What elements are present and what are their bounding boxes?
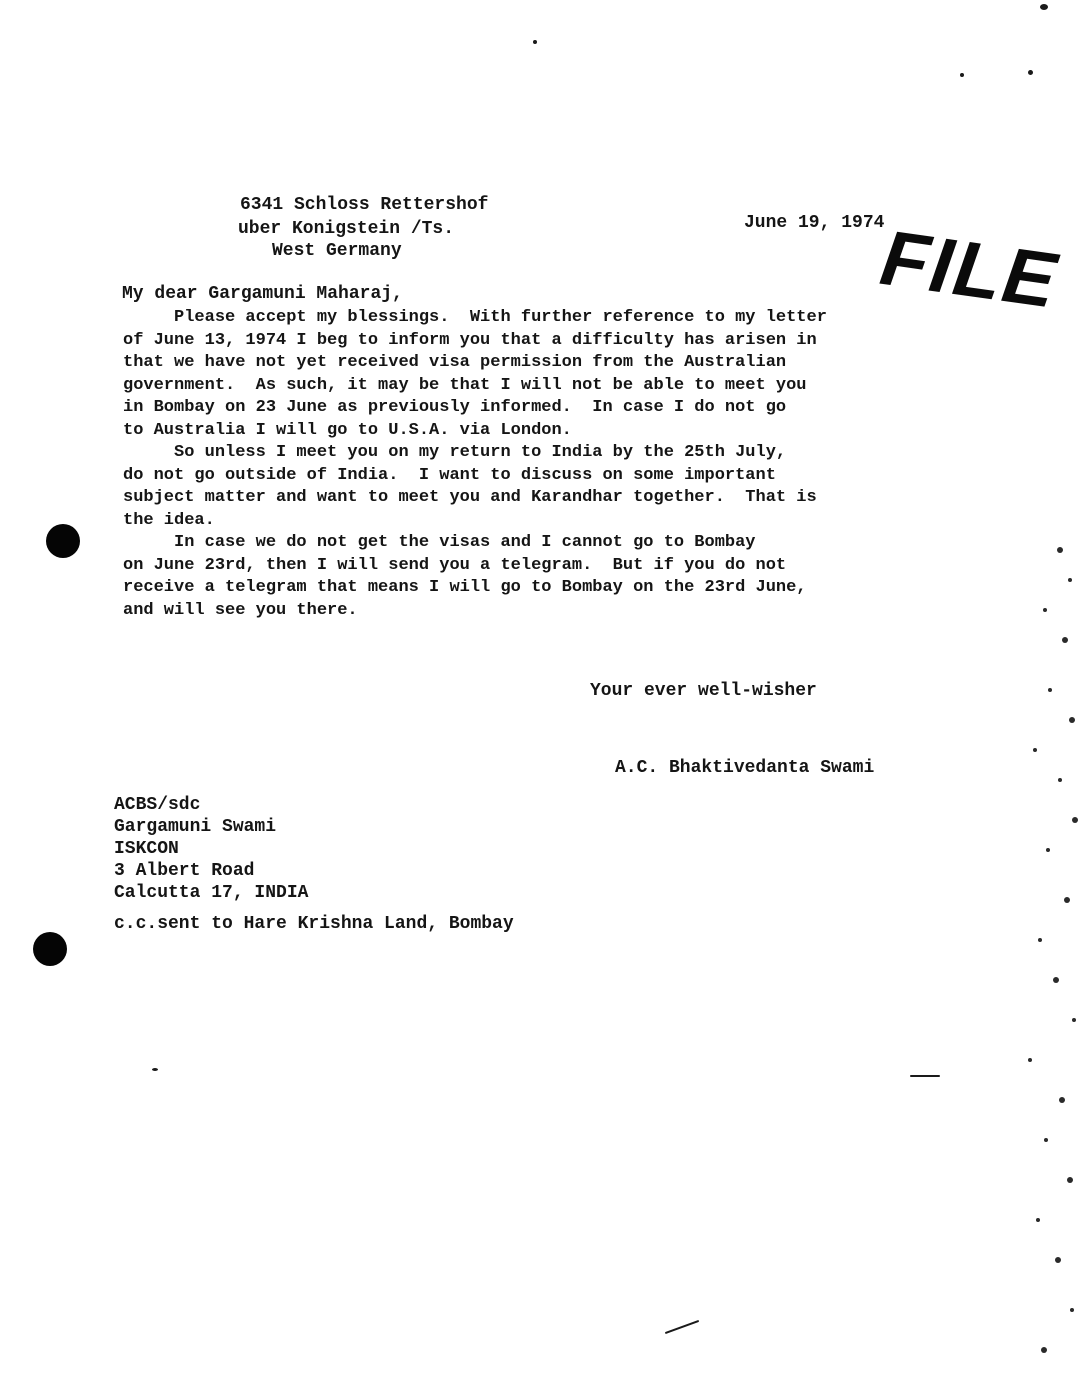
- speck: [960, 73, 964, 77]
- body-line: to Australia I will go to U.S.A. via London.: [123, 420, 572, 440]
- body-line: In case we do not get the visas and I cannot go to Bombay: [123, 533, 756, 552]
- body-line: and will see you there.: [123, 600, 358, 620]
- speck: [665, 1320, 700, 1334]
- body-line: government. As such, it may be that I will not be able to meet you: [123, 375, 807, 395]
- punch-hole-upper: [46, 524, 80, 558]
- speck: [1028, 70, 1033, 75]
- letter-body: [123, 307, 893, 622]
- body-line: the idea.: [123, 510, 215, 530]
- edge-noise: [990, 520, 1080, 1395]
- body-line: of June 13, 1974 I beg to inform you that a difficulty has arisen in: [123, 330, 817, 350]
- body-line: subject matter and want to meet you and Karandhar together. That is: [123, 488, 817, 507]
- salutation: My dear Gargamuni Maharaj,: [122, 284, 403, 304]
- speck: [910, 1075, 940, 1077]
- speck: [152, 1068, 158, 1071]
- recipient-street: 3 Albert Road: [114, 861, 255, 881]
- letter-date: June 19, 1974: [744, 213, 885, 233]
- punch-hole-lower: [33, 932, 67, 966]
- address-line-1: 6341 Schloss Rettershof: [240, 195, 489, 215]
- body-line: So unless I meet you on my return to India by the 25th July,: [123, 443, 787, 462]
- body-line: on June 23rd, then I will send you a telegram. But if you do not: [123, 555, 787, 575]
- body-line: in Bombay on 23 June as previously informed. In case I do not go: [123, 398, 787, 417]
- address-line-2: uber Konigstein /Ts.: [238, 219, 455, 239]
- recipient-org: ISKCON: [114, 839, 179, 859]
- address-line-3: West Germany: [272, 241, 402, 261]
- recipient-city: Calcutta 17, INDIA: [114, 883, 309, 903]
- recipient-name: Gargamuni Swami: [114, 817, 277, 837]
- cc-note: c.c.sent to Hare Krishna Land, Bombay: [114, 914, 514, 934]
- speck: [1040, 4, 1048, 10]
- body-line: that we have not yet received visa permission from the Australian: [123, 353, 787, 372]
- body-line: do not go outside of India. I want to discuss on some important: [123, 465, 776, 485]
- speck: [533, 40, 537, 44]
- body-line: Please accept my blessings. With further reference to my letter: [123, 308, 827, 327]
- reference-initials: ACBS/sdc: [114, 795, 201, 815]
- file-stamp: FILE: [875, 212, 1064, 325]
- signature-name: A.C. Bhaktivedanta Swami: [615, 758, 875, 778]
- closing: Your ever well-wisher: [590, 681, 817, 701]
- body-line: receive a telegram that means I will go to Bombay on the 23rd June,: [123, 578, 807, 597]
